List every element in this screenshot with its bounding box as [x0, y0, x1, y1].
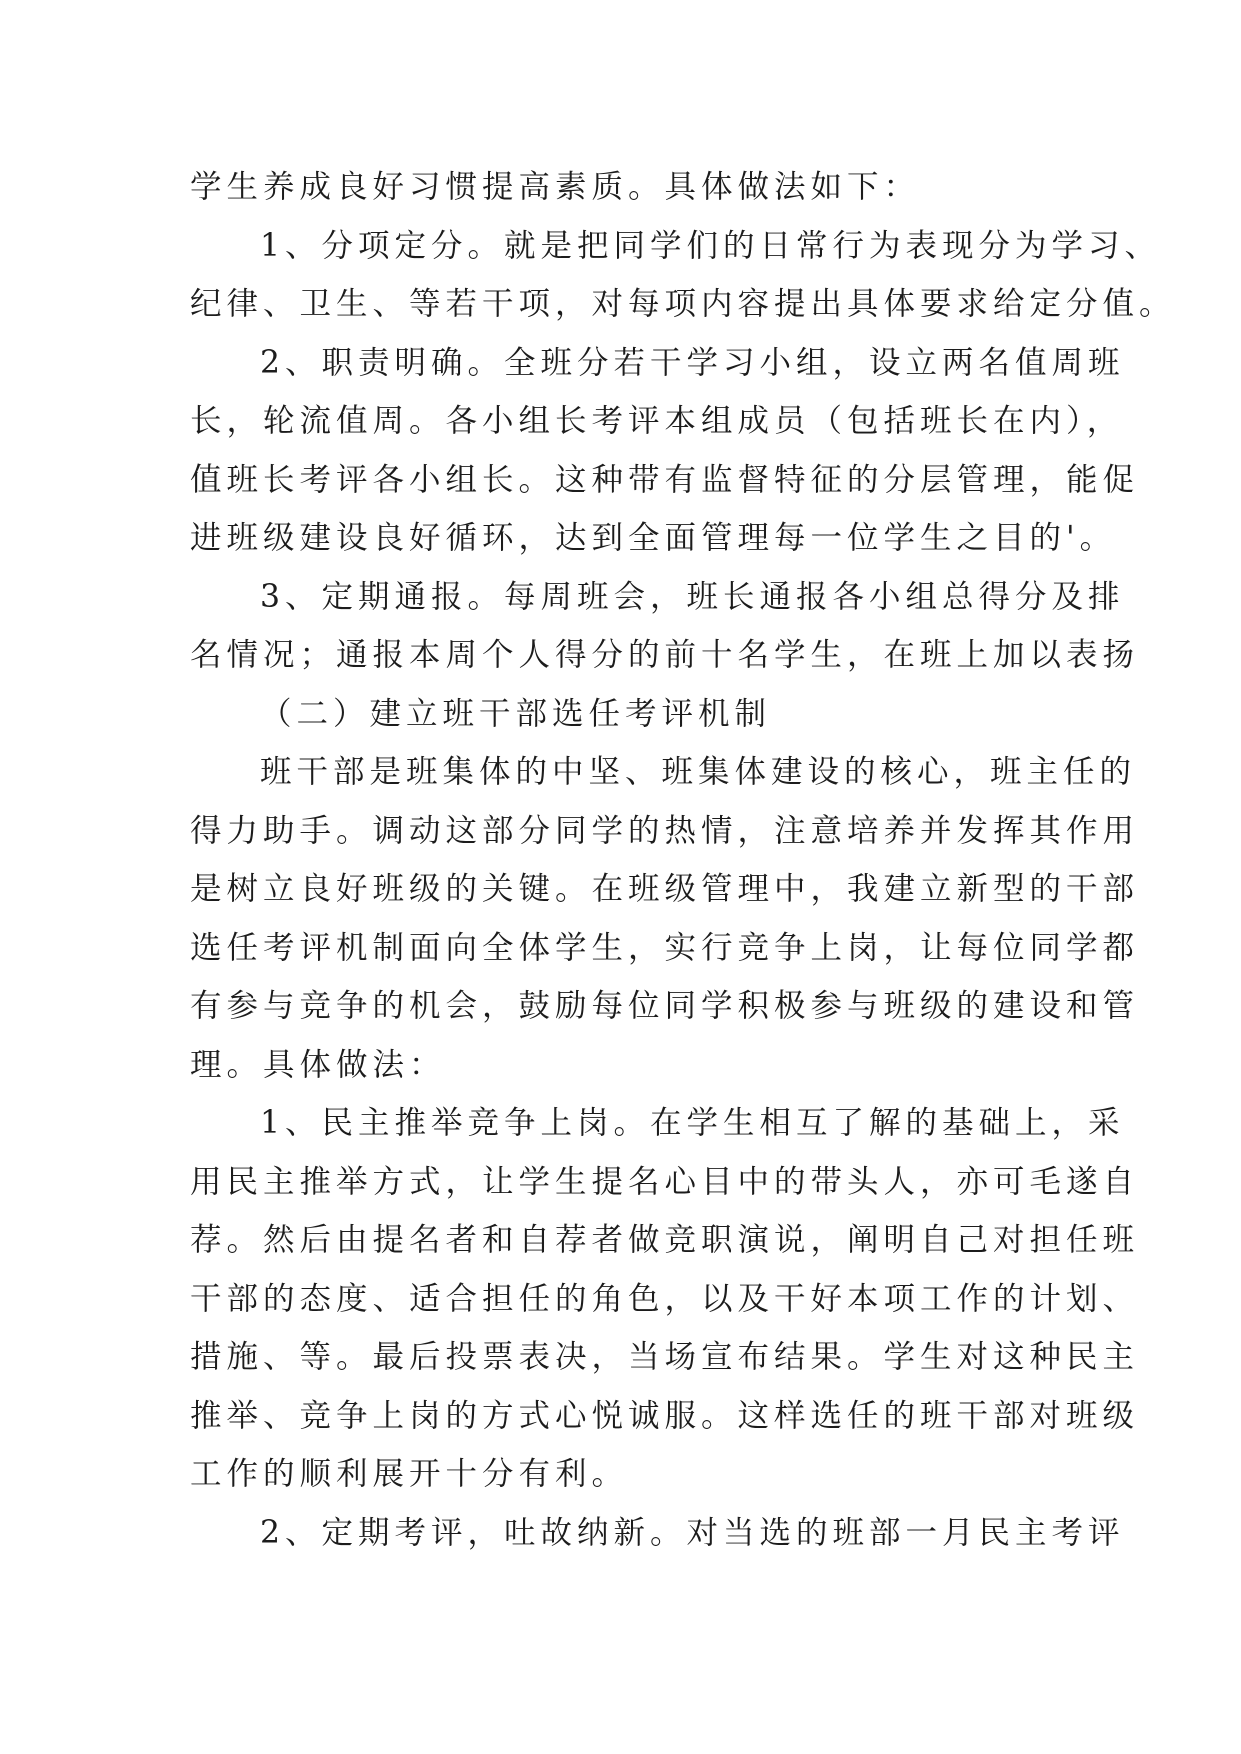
- text-line-11: 班干部是班集体的中坚、班集体建设的核心，班主任的: [260, 754, 1137, 790]
- text-line-14: 选任考评机制面向全体学生，实行竞争上岗，让每位同学都: [190, 929, 1140, 966]
- text-line-13: 是树立良好班级的关键。在班级管理中，我建立新型的干部: [190, 871, 1140, 907]
- text-line-17: 1、民主推举竞争上岗。在学生相互了解的基础上，采: [260, 1105, 1125, 1141]
- text-line-24: 2、定期考评，吐故纳新。对当选的班部一月民主考评: [260, 1514, 1125, 1551]
- text-line-9: 名情况；通报本周个人得分的前十名学生，在班上加以表扬: [190, 637, 1140, 673]
- text-line-20: 干部的态度、适合担任的角色，以及干好本项工作的计划、: [190, 1280, 1140, 1317]
- text-line-22: 推举、竞争上岗的方式心悦诚服。这样选任的班干部对班级: [190, 1397, 1140, 1434]
- text-line-5: 长，轮流值周。各小组长考评本组成员（包括班长在内），: [190, 403, 1124, 439]
- text-line-8: 3、定期通报。每周班会，班长通报各小组总得分及排: [260, 578, 1125, 615]
- section-heading: （二）建立班干部选任考评机制: [260, 695, 772, 732]
- text-line-15: 有参与竞争的机会，鼓励每位同学积极参与班级的建设和管: [190, 988, 1140, 1024]
- text-line-21: 措施、等。最后投票表决，当场宣布结果。学生对这种民主: [190, 1339, 1140, 1375]
- text-line-3: 纪律、卫生、等若干项，对每项内容提出具体要求给定分值。: [190, 286, 1176, 322]
- text-line-1: 学生养成良好习惯提高素质。具体做法如下：: [190, 169, 921, 205]
- text-line-12: 得力助手。调动这部分同学的热情，注意培养并发挥其作用: [190, 812, 1140, 849]
- text-line-19: 荐。然后由提名者和自荐者做竞职演说，阐明自己对担任班: [190, 1222, 1140, 1258]
- text-line-6: 值班长考评各小组长。这种带有监督特征的分层管理，能促: [190, 461, 1140, 498]
- text-line-4: 2、职责明确。全班分若干学习小组，设立两名值周班: [260, 344, 1125, 381]
- body-text: [190, 158, 1176, 1562]
- text-line-2: 1、分项定分。就是把同学们的日常行为表现分为学习、: [260, 227, 1162, 264]
- text-line-7: 进班级建设良好循环，达到全面管理每一位学生之目的'。: [190, 520, 1117, 556]
- text-line-16: 理。具体做法：: [190, 1046, 446, 1083]
- text-line-18: 用民主推举方式，让学生提名心目中的带头人，亦可毛遂自: [190, 1163, 1140, 1200]
- text-line-23: 工作的顺利展开十分有利。: [190, 1456, 629, 1492]
